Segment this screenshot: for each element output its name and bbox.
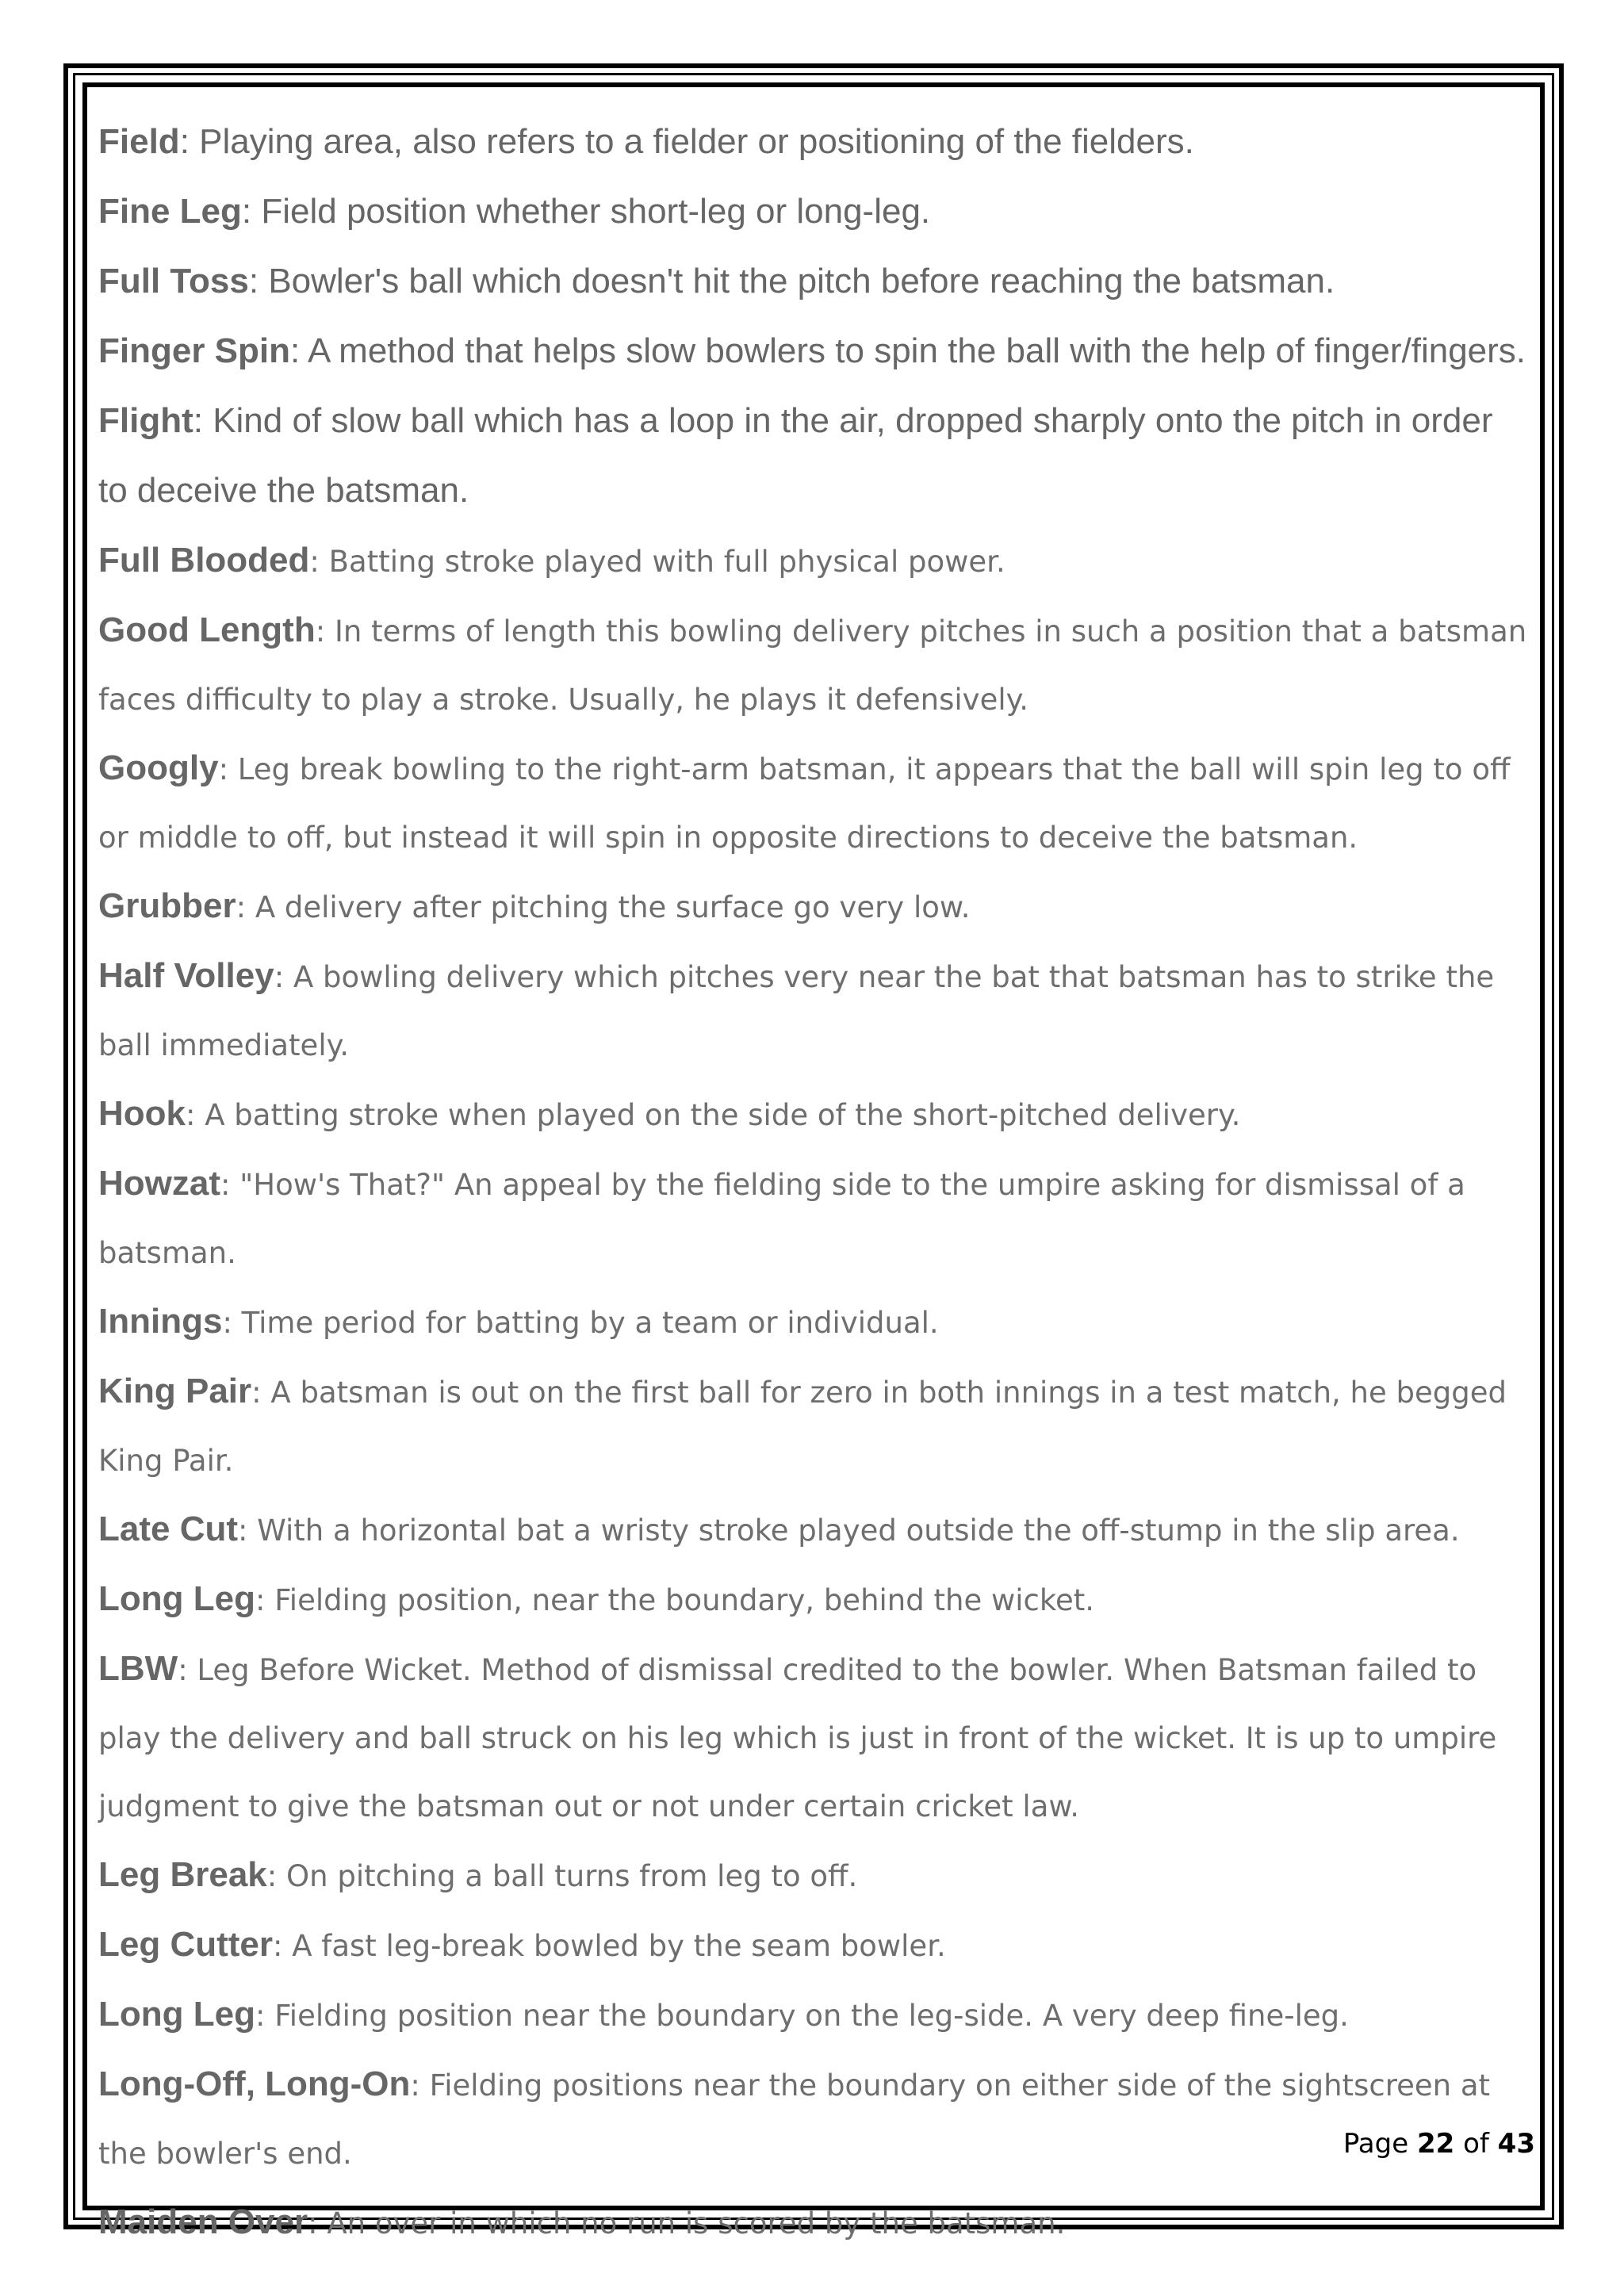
glossary-entry [98,1360,1530,1498]
glossary-definition: A fast leg-break bowled by the seam bowler. [292,1929,946,1963]
term-separator: : [255,1583,275,1617]
glossary-term: Leg Break [98,1855,267,1894]
term-separator: : [309,545,329,579]
glossary-entry [98,945,1530,1083]
glossary-term: Innings [98,1302,223,1341]
term-separator: : [266,1859,286,1893]
glossary-term: Late Cut [98,1510,238,1548]
glossary-definition: An over in which no run is scored by the batsman. [327,2206,1066,2241]
glossary-term: Howzat [98,1164,220,1203]
glossary-term: Field [98,122,180,161]
term-separator: : [218,752,238,786]
glossary-entry [98,1638,1530,1844]
glossary-definition: A batting stroke when played on the side of the short-pitched delivery. [205,1098,1241,1132]
term-separator: : [193,401,213,440]
glossary-definition: A delivery after pitching the surface go very low. [255,890,971,924]
glossary-definition: On pitching a ball turns from leg to off. [286,1859,858,1893]
glossary-definition: A bowling delivery which pitches very near the bat that batsman has to strike the ball immediately. [98,960,1495,1062]
glossary-term: Half Volley [98,956,274,995]
page-footer [1343,2128,1535,2160]
glossary-term: Leg Cutter [98,1925,273,1964]
glossary-definition: A method that helps slow bowlers to spin the ball with the help of finger/fingers. [308,331,1526,370]
glossary-definition: "How's That?" An appeal by the fielding side to the umpire asking for dismissal of a batsman. [98,1168,1465,1270]
glossary-entry [98,1984,1530,2053]
glossary-term: Fine Leg [98,192,242,231]
glossary-definition: Field position whether short-leg or long-leg. [261,192,931,231]
term-separator: : [315,614,335,649]
glossary-term: Grubber [98,886,236,925]
glossary-term: LBW [98,1649,178,1688]
total-pages: 43 [1497,2128,1535,2160]
term-separator: : [179,122,200,161]
term-separator: : [220,1168,240,1202]
page-of-label: of [1463,2128,1489,2160]
glossary-entry [98,251,1530,320]
glossary-entry [98,1498,1530,1568]
glossary-content [98,111,1530,2261]
page-number: 22 [1416,2128,1455,2160]
term-separator: : [273,1929,293,1963]
glossary-term: Long-Off, Long-On [98,2064,411,2103]
term-separator: : [186,1098,205,1132]
glossary-entry [98,1568,1530,1638]
glossary-entry [98,737,1530,875]
glossary-definition: Fielding positions near the boundary on either side of the sightscreen at the bowler's end. [98,2068,1491,2171]
glossary-term: Hook [98,1094,186,1133]
glossary-definition: Kind of slow ball which has a loop in the air, dropped sharply onto the pitch in order to deceive the batsman. [98,401,1493,510]
glossary-entry [98,1914,1530,1984]
glossary-entry [98,320,1530,390]
glossary-entry [98,1153,1530,1291]
glossary-entry [98,390,1530,530]
glossary-definition: Leg break bowling to the right-arm batsman, it appears that the ball will spin leg to off or middle to off, but instead it will spin in opposite directions to deceive the batsman. [98,752,1511,855]
term-separator: : [241,192,262,231]
term-separator: : [308,2206,327,2241]
term-separator: : [410,2068,430,2103]
glossary-definition: Fielding position, near the boundary, behind the wicket. [274,1583,1094,1617]
glossary-definition: Batting stroke played with full physical power. [328,545,1005,579]
glossary-term: Good Length [98,610,316,649]
glossary-entry [98,530,1530,599]
glossary-entry [98,2053,1530,2191]
page-label: Page [1342,2128,1409,2160]
glossary-term: Maiden Over [98,2202,308,2241]
term-separator: : [236,890,255,924]
glossary-term: Googly [98,748,219,787]
glossary-term: Full Blooded [98,541,310,580]
term-separator: : [248,262,269,300]
glossary-term: Long Leg [98,1579,255,1618]
glossary-definition: A batsman is out on the first ball for zero in both innings in a test match, he begged King Pair. [98,1376,1507,1478]
glossary-term: Long Leg [98,1995,255,2034]
glossary-definition: With a horizontal bat a wristy stroke played outside the off-stump in the slip area. [257,1513,1460,1548]
glossary-term: Finger Spin [98,331,290,370]
glossary-term: King Pair [98,1372,252,1410]
glossary-definition: Time period for batting by a team or individual. [241,1306,939,1340]
term-separator: : [178,1653,197,1687]
glossary-definition: Playing area, also refers to a fielder or positioning of the fielders. [199,122,1194,161]
term-separator: : [238,1513,258,1548]
glossary-entry [98,181,1530,251]
glossary-entry [98,1291,1530,1360]
glossary-entry [98,1844,1530,1914]
glossary-term: Flight [98,401,193,440]
glossary-entry [98,111,1530,181]
glossary-definition: Fielding position near the boundary on the leg-side. A very deep fine-leg. [274,1999,1349,2033]
glossary-definition: In terms of length this bowling delivery pitches in such a position that a batsman faces difficulty to play a stroke. Usually, he plays it defensively. [98,614,1527,717]
term-separator: : [290,331,308,370]
term-separator: : [255,1999,275,2033]
glossary-definition: Leg Before Wicket. Method of dismissal credited to the bowler. When Batsman failed to play the delivery and ball struck on his leg which is just in front of the wicket. It is up to umpire judgment to give the batsman out or not under certain cricket law. [98,1653,1497,1823]
glossary-definition: Bowler's ball which doesn't hit the pitch before reaching the batsman. [268,262,1335,300]
term-separator: : [251,1376,271,1410]
term-separator: : [274,960,293,994]
glossary-entry [98,599,1530,737]
term-separator: : [222,1306,242,1340]
glossary-entry [98,1083,1530,1153]
glossary-term: Full Toss [98,262,249,300]
glossary-entry [98,2191,1530,2261]
glossary-entry [98,875,1530,945]
